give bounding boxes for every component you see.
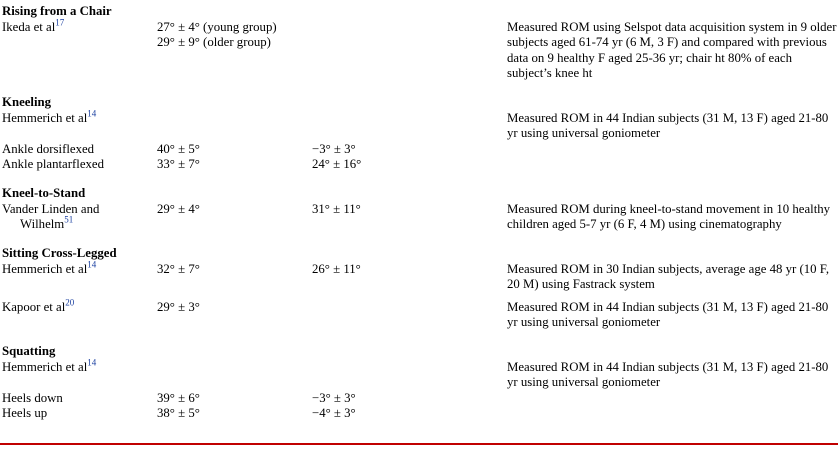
section-heading: Sitting Cross-Legged [2, 245, 117, 260]
reference-superscript: 20 [65, 297, 75, 308]
empty-cell [310, 95, 505, 111]
study-label [0, 297, 155, 331]
value-column-2: 31° ± 11° [312, 201, 361, 216]
value-column-2 [310, 111, 505, 142]
study-label [0, 202, 155, 233]
table-row [0, 300, 838, 331]
table-row [0, 262, 838, 293]
measurement-label: Ankle plantarflexed [2, 157, 104, 172]
value-column-2 [310, 360, 505, 391]
description-text: Measured ROM using Selspot data acquisition system in 9 older subjects aged 61-74 yr (6 M, 3 F) and compared with previous data on 9 healthy F aged 25-36 yr; chair ht 80% of each subject’s knee ht [507, 19, 837, 81]
table-row [0, 157, 838, 173]
study-name: Hemmerich et al [2, 110, 88, 125]
value-column-2 [310, 300, 505, 331]
value-line-1: 27° ± 4° (young group) [157, 19, 277, 34]
row-spacer [0, 293, 838, 300]
table-row [0, 391, 838, 407]
measurement-label: Heels up [2, 406, 48, 421]
value-column-1 [155, 20, 310, 82]
description-cell [505, 262, 838, 293]
section-heading-row [0, 95, 838, 111]
range-of-motion-table [0, 4, 838, 422]
study-name: Hemmerich et al [2, 359, 88, 374]
description-text: Measured ROM during kneel-to-stand movement in 10 healthy children aged 5-7 yr (6 F, 4 M) using cinematography [507, 201, 831, 232]
empty-cell [505, 246, 838, 262]
description-text: Measured ROM in 44 Indian subjects (31 M, 13 F) aged 21-80 yr using universal goniometer [507, 299, 829, 330]
empty-cell [155, 186, 310, 202]
study-label [0, 108, 155, 142]
empty-cell [505, 142, 838, 158]
measurement-label: Heels down [2, 390, 63, 405]
table-row [0, 20, 838, 82]
section-heading: Kneeling [2, 95, 52, 110]
section-heading-row [0, 4, 838, 20]
row-spacer [0, 331, 838, 344]
row-spacer [0, 173, 838, 186]
value-column-2: −3° ± 3° [312, 141, 356, 156]
section-heading: Kneel-to-Stand [2, 186, 86, 201]
study-label [0, 17, 155, 82]
empty-cell [155, 95, 310, 111]
description-cell [505, 20, 838, 82]
reference-superscript: 14 [87, 108, 97, 119]
empty-cell [310, 186, 505, 202]
measurement-label: Ankle dorsiflexed [2, 141, 95, 156]
reference-superscript: 17 [55, 17, 65, 28]
table-row [0, 202, 838, 233]
reference-superscript: 51 [64, 215, 74, 226]
empty-cell [155, 246, 310, 262]
row-spacer [0, 82, 838, 95]
value-column-1: 39° ± 6° [157, 390, 200, 405]
value-column-1: 40° ± 5° [157, 141, 200, 156]
description-cell [505, 360, 838, 391]
description-cell [505, 300, 838, 331]
value-column-1 [155, 111, 310, 142]
empty-cell [505, 4, 838, 20]
value-column-1 [155, 360, 310, 391]
description-cell [505, 202, 838, 233]
study-name: Vander Linden and [2, 201, 100, 216]
empty-cell [310, 344, 505, 360]
section-heading-row [0, 186, 838, 202]
section-heading-row [0, 344, 838, 360]
value-column-1: 38° ± 5° [157, 406, 200, 421]
table-row [0, 111, 838, 142]
value-column-2 [310, 20, 505, 82]
empty-cell [505, 344, 838, 360]
section-heading: Rising from a Chair [2, 4, 112, 18]
description-text: Measured ROM in 44 Indian subjects (31 M, 13 F) aged 21-80 yr using universal goniometer [507, 359, 829, 390]
description-text: Measured ROM in 30 Indian subjects, average age 48 yr (10 F, 20 M) using Fastrack system [507, 261, 830, 292]
empty-cell [505, 406, 838, 422]
row-spacer [0, 233, 838, 246]
value-column-2: −4° ± 3° [312, 406, 356, 421]
section-heading-row [0, 246, 838, 262]
empty-cell [310, 246, 505, 262]
study-name-cont-text: Wilhelm [20, 217, 65, 232]
bottom-rule [0, 443, 838, 445]
section-heading: Squatting [2, 343, 56, 358]
reference-superscript: 14 [87, 259, 97, 270]
study-name: Hemmerich et al [2, 261, 88, 276]
empty-cell [505, 157, 838, 173]
empty-cell [310, 4, 505, 20]
empty-cell [505, 391, 838, 407]
value-column-1: 33° ± 7° [157, 157, 200, 172]
description-cell [505, 111, 838, 142]
value-line-2: 29° ± 9° (older group) [157, 35, 271, 50]
study-name: Ikeda et al [2, 19, 56, 34]
value-column-2: 24° ± 16° [312, 157, 362, 172]
description-text: Measured ROM in 44 Indian subjects (31 M, 13 F) aged 21-80 yr using universal goniometer [507, 110, 829, 141]
empty-cell [505, 186, 838, 202]
table-row [0, 406, 838, 422]
study-label [0, 357, 155, 391]
empty-cell [155, 344, 310, 360]
value-column-1: 29° ± 3° [157, 299, 200, 314]
study-name: Kapoor et al [2, 299, 66, 314]
value-column-1: 29° ± 4° [157, 201, 200, 216]
table-row [0, 360, 838, 391]
empty-cell [155, 4, 310, 20]
table-row [0, 142, 838, 158]
study-name-continued [2, 217, 155, 233]
empty-cell [505, 95, 838, 111]
study-label [0, 259, 155, 293]
value-column-1: 32° ± 7° [157, 261, 200, 276]
value-column-2: −3° ± 3° [312, 390, 356, 405]
reference-superscript: 14 [87, 357, 97, 368]
value-column-2: 26° ± 11° [312, 261, 361, 276]
